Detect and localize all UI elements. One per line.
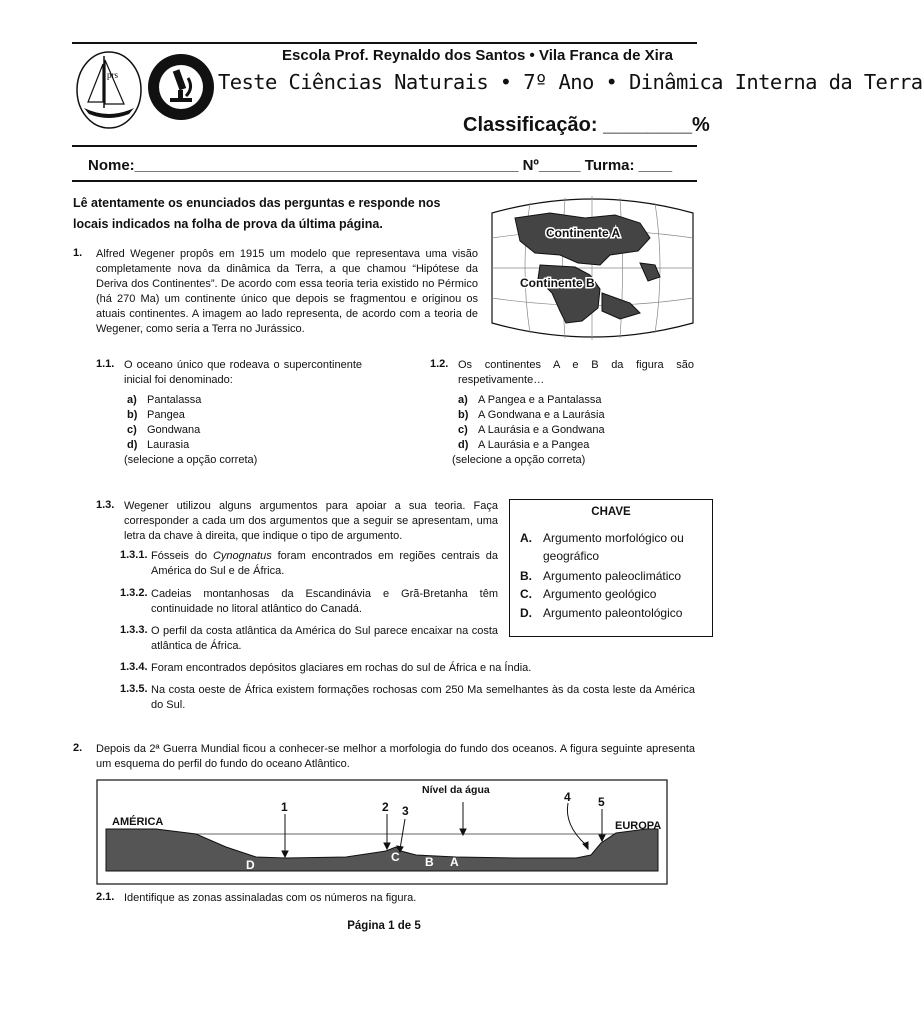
q12-option-a[interactable]: a) A Pangea e a Pantalassa	[458, 394, 602, 406]
school-name: Escola Prof. Reynaldo dos Santos • Vila Franca de Xira	[282, 47, 673, 64]
q134-number: 1.3.4.	[120, 661, 148, 673]
q132-text: Cadeias montanhosas da Escandinávia e Grã-Bretanha têm continuidade no litoral atlântico do Canadá.	[151, 588, 498, 615]
test-title: Teste Ciências Naturais • 7º Ano • Dinâmica Interna da Terra	[218, 70, 923, 94]
map-label-a: Continente A	[546, 226, 621, 240]
key-item-d: D. Argumento paleontológico	[520, 606, 683, 620]
q135-text: Na costa oeste de África existem formações rochosas com 250 Ma semelhantes às da costa leste da América do Sul.	[151, 684, 695, 711]
key-item-c: C. Argumento geológico	[520, 587, 657, 601]
q12-option-d[interactable]: d) A Laurásia e a Pangea	[458, 439, 590, 451]
profile-number-1: 1	[281, 800, 288, 814]
q11-hint: (selecione a opção correta)	[124, 454, 258, 466]
profile-number-4: 4	[564, 790, 571, 804]
q11-option-c[interactable]: c) Gondwana	[127, 424, 201, 436]
page-number: Página 1 de 5	[347, 920, 421, 932]
q1-text: Alfred Wegener propôs em 1915 um modelo que representava uma visão completamente nova da dinâmica da Terra, a que chamou “Hipótese da Deriva dos Continentes”. De acordo com essa teoria teria existido no Pérmico (há 270 Ma) um continente único que depois se fragmentou e originou os atuais continentes. A imagem ao lado representa, de acordo com a teoria de Wegener, como seria a Terra no Jurássico.	[96, 248, 478, 335]
q12-hint: (selecione a opção correta)	[452, 454, 586, 466]
q132-number: 1.3.2.	[120, 587, 148, 599]
top-rule	[72, 42, 697, 44]
q133-number: 1.3.3.	[120, 624, 148, 636]
q21-text: Identifique as zonas assinaladas com os números na figura.	[124, 892, 417, 904]
pangea-map	[490, 193, 695, 343]
header-rule	[72, 145, 697, 147]
svg-text:prs: prs	[107, 70, 118, 80]
profile-label-america: AMÉRICA	[112, 816, 164, 828]
key-item-b: B. Argumento paleoclimático	[520, 569, 682, 583]
school-logo	[74, 46, 144, 131]
biology-group-logo	[146, 52, 216, 122]
ocean-floor-profile	[96, 779, 668, 885]
q11-option-a[interactable]: a) Pantalassa	[127, 394, 202, 406]
q1-number: 1.	[73, 247, 83, 259]
profile-label-europa: EUROPA	[615, 820, 662, 832]
q21-number: 2.1.	[96, 891, 115, 903]
classification-field[interactable]: Classificação: ________%	[463, 114, 710, 136]
profile-letter-c: C	[391, 850, 400, 864]
profile-number-3: 3	[402, 804, 409, 818]
q2-number: 2.	[73, 742, 83, 754]
q135-number: 1.3.5.	[120, 683, 148, 695]
q12-number: 1.2.	[430, 358, 449, 370]
q134-text: Foram encontrados depósitos glaciares em rochas do sul de África e na Índia.	[151, 662, 532, 674]
q11-option-d[interactable]: d) Laurasia	[127, 439, 190, 451]
q131-number: 1.3.1.	[120, 549, 148, 561]
q13-text: Wegener utilizou alguns argumentos para apoiar a sua teoria. Faça corresponder a cada um dos argumentos que a seguir se apresentam, uma letra da chave à direita, que indique o tipo de argumento.	[124, 500, 498, 542]
q11-option-b[interactable]: b) Pangea	[127, 409, 185, 421]
key-title: CHAVE	[591, 506, 631, 518]
profile-number-2: 2	[382, 800, 389, 814]
map-label-b: Continente B	[520, 276, 595, 290]
q2-text: Depois da 2ª Guerra Mundial ficou a conhecer-se melhor a morfologia do fundo dos oceanos. A figura seguinte apresenta um esquema do perfil do fundo do oceano Atlântico.	[96, 743, 695, 770]
q12-option-b[interactable]: b) A Gondwana e a Laurásia	[458, 409, 605, 421]
profile-number-5: 5	[598, 795, 605, 809]
name-rule	[72, 180, 697, 182]
q133-text: O perfil da costa atlântica da América do Sul parece encaixar na costa atlântica de África.	[151, 625, 498, 652]
q12-option-c[interactable]: c) A Laurásia e a Gondwana	[458, 424, 605, 436]
key-item-a: A. Argumento morfológico ou geográfico	[520, 531, 684, 563]
student-info-line[interactable]: Nome:______________________________________________ Nº_____ Turma: ____	[88, 157, 673, 174]
instructions: Lê atentamente os enunciados das perguntas e responde nos locais indicados na folha de prova da última página.	[73, 196, 441, 231]
profile-letter-a: A	[450, 855, 459, 869]
q13-number: 1.3.	[96, 499, 115, 511]
q11-text: O oceano único que rodeava o supercontinente inicial foi denominado:	[124, 359, 362, 386]
q131-text: Fósseis do Cynognatus foram encontrados em regiões centrais da América do Sul e de África.	[151, 550, 499, 577]
q12-text: Os continentes A e B da figura são respetivamente…	[458, 359, 694, 386]
profile-letter-b: B	[425, 855, 434, 869]
q11-number: 1.1.	[96, 358, 115, 370]
profile-letter-d: D	[246, 858, 255, 872]
profile-label-water: Nível da água	[422, 784, 490, 796]
answer-key-box	[509, 499, 713, 637]
